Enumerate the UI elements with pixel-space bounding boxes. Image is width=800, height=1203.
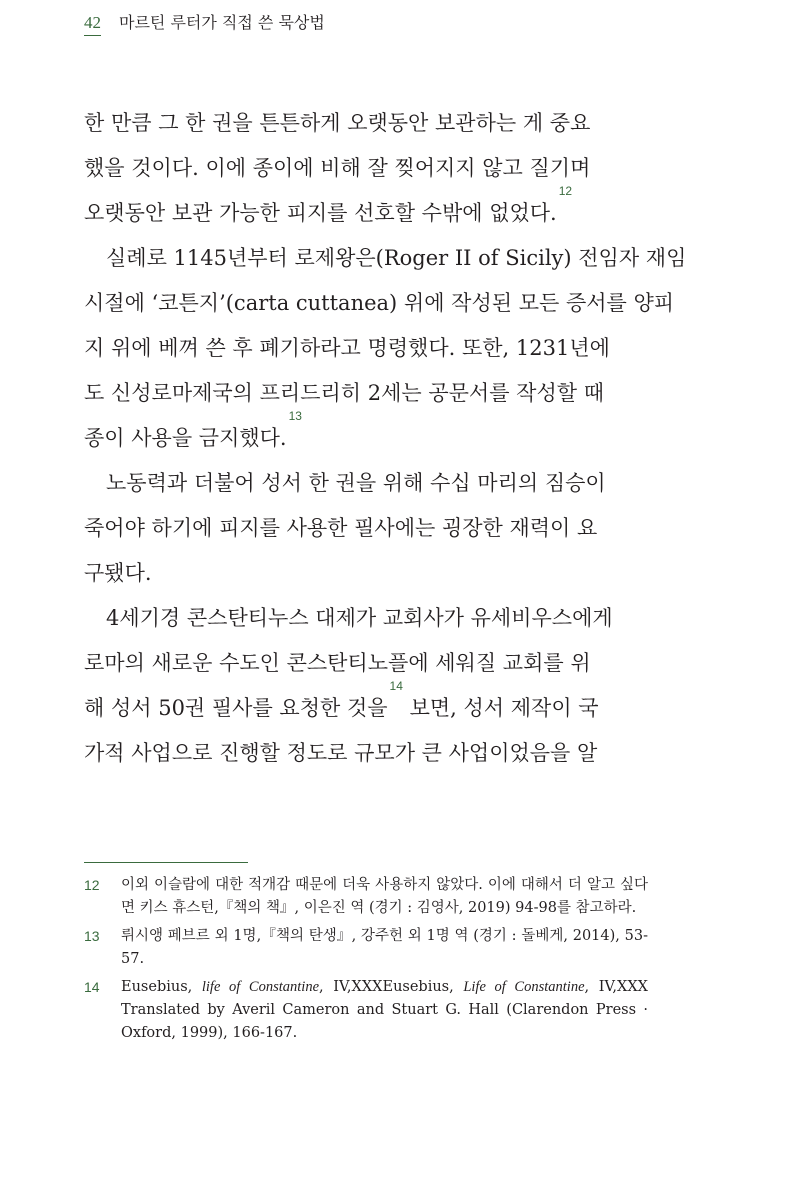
footnote-13 (84, 925, 648, 971)
footnote-divider (84, 862, 248, 863)
text-segment: 해 성서 50권 필사를 요청한 것을 (84, 696, 388, 720)
citation-title: life of Constantine (201, 979, 320, 995)
footnote-ref-13[interactable]: 13 (288, 409, 302, 423)
footnote-text: 뤼시앵 페브르 외 1명,『책의 탄생』, 강주헌 외 1명 역 (경기 : 돌베게, 2014), 53-57. (121, 928, 648, 967)
footnote-text (121, 976, 648, 1045)
footnotes (84, 874, 648, 1050)
text-line (84, 184, 648, 236)
footnote-ref-12[interactable]: 12 (558, 184, 573, 198)
text-line: 지 위에 베껴 쓴 후 폐기하라고 명령했다. 또한, 1231년에 (84, 336, 610, 360)
text-line (84, 679, 648, 731)
footnote-text: 이외 이슬람에 대한 적개감 때문에 더욱 사용하지 않았다. 이에 대해서 더 알고 싶다면 키스 휴스턴,『책의 책』, 이은진 역 (경기 : 김영사, 2019) 94-98를 참고하라. (121, 877, 648, 916)
text-line: 노동력과 더불어 성서 한 권을 위해 수십 마리의 짐승이 (106, 471, 606, 495)
text-segment: 오랫동안 보관 가능한 피지를 선호할 수밖에 없었다. (84, 201, 557, 225)
footnote-12 (84, 874, 648, 920)
text-line (84, 409, 648, 461)
text-segment: 종이 사용을 금지했다. (84, 426, 287, 450)
text-line: 도 신성로마제국의 프리드리히 2세는 공문서를 작성할 때 (84, 381, 604, 405)
citation-text: Eusebius, (121, 979, 202, 995)
citation-text: , IV,XXX Translated by Averil Cameron and Stuart G. Hall (Clarendon Press · Oxford, 1999), 166-167. (121, 979, 648, 1041)
text-line: 4세기경 콘스탄티누스 대제가 교회사가 유세비우스에게 (106, 606, 613, 630)
text-line: 가적 사업으로 진행할 정도로 규모가 큰 사업이었음을 알 (84, 741, 598, 765)
running-header (84, 14, 325, 44)
footnote-ref-14[interactable]: 14 (389, 679, 403, 693)
citation-text: , IV,XXXEusebius, (319, 979, 464, 995)
footnote-number: 12 (84, 877, 100, 893)
text-line: 죽어야 하기에 피지를 사용한 필사에는 굉장한 재력이 요 (84, 516, 598, 540)
page-number: 42 (84, 14, 101, 36)
footnote-number: 13 (84, 928, 100, 944)
footnote-14 (84, 976, 648, 1045)
text-line: 실례로 1145년부터 로제왕은(Roger II of Sicily) 전임자 재임 (106, 246, 687, 270)
text-line: 로마의 새로운 수도인 콘스탄티노플에 세워질 교회를 위 (84, 651, 591, 675)
text-line: 구됐다. (84, 561, 152, 585)
citation-title: Life of Constantine (463, 979, 585, 995)
text-segment: 보면, 성서 제작이 국 (409, 696, 599, 720)
footnote-number: 14 (84, 979, 100, 995)
text-line: 한 만큼 그 한 권을 튼튼하게 오랫동안 보관하는 게 중요 (84, 111, 591, 135)
text-line: 했을 것이다. 이에 종이에 비해 잘 찢어지지 않고 질기며 (84, 156, 591, 180)
text-line: 시절에 ‘코튼지’(carta cuttanea) 위에 작성된 모든 증서를 양피 (84, 291, 675, 315)
body-text (84, 101, 687, 776)
running-title: 마르틴 루터가 직접 쓴 묵상법 (119, 13, 325, 32)
